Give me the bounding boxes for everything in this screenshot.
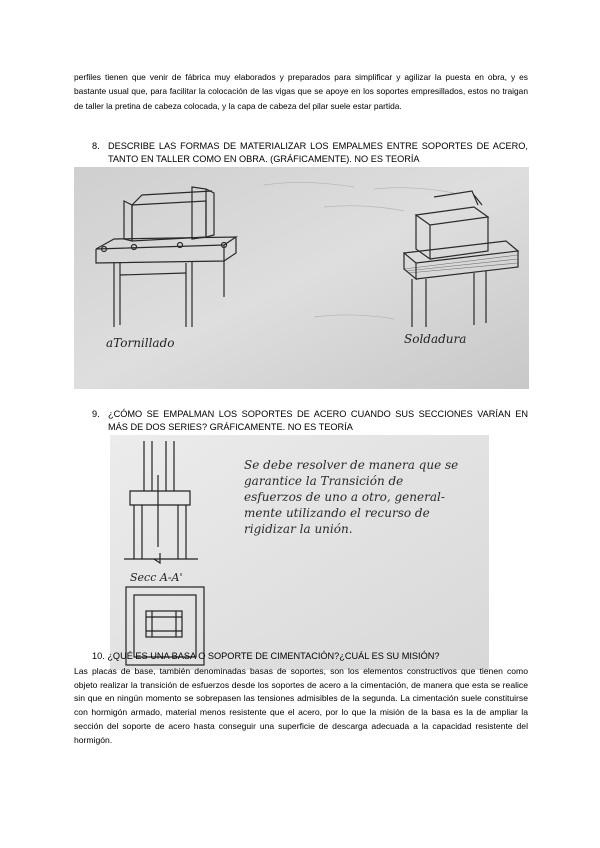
sketch-photo-section-change <box>110 435 489 670</box>
note-line: Se debe resolver de manera que se <box>244 458 459 472</box>
note-line: esfuerzos de uno a otro, general- <box>244 490 445 504</box>
question-10-answer: Las placas de base, también denominadas basas de soportes, son los elementos constructivos que tienen como objeto realizar la transición de esfuerzos desde los soportes de acero a la cimentación, de manera que esta se realice sin que en ningún momento se sobrepasen las tensiones admisibles de la segunda. La cimentación suele constituirse con hormigón armado, material menos resistente que el acero, por lo que la misión de la basa es la de ampliar la sección del soporte de acero hasta conseguir una superficie de descarga adecuada a la capacidad resistente del hormigón. <box>74 666 528 745</box>
note-line: garantice la Transición de <box>244 474 404 488</box>
question-9 <box>92 408 528 433</box>
question-text: ¿CÓMO SE EMPALMAN LOS SOPORTES DE ACERO CUANDO SUS SECCIONES VARÍAN EN MÁS DE DOS SERIES? GRÁFICAMENTE. NO ES TEORÍA <box>108 409 528 432</box>
sketch-drawing <box>74 167 529 389</box>
label-bolted: aTornillado <box>106 336 175 350</box>
note-line: mente utilizando el recurso de <box>244 506 430 520</box>
question-number: 8. <box>92 141 100 151</box>
section-label: Secc A-A' <box>130 571 183 584</box>
sketch-drawing <box>110 435 489 670</box>
sketch-photo-connections <box>74 167 529 389</box>
question-8 <box>92 140 528 165</box>
label-welded: Soldadura <box>404 332 467 346</box>
question-text: DESCRIBE LAS FORMAS DE MATERIALIZAR LOS EMPALMES ENTRE SOPORTES DE ACERO, TANTO EN TALLER COMO EN OBRA. (GRÁFICAMENTE). NO ES TEORÍA <box>108 141 528 164</box>
question-number: 9. <box>92 409 100 419</box>
note-line: rigidizar la unión. <box>244 522 353 536</box>
intro-paragraph: perfiles tienen que venir de fábrica muy elaborados y preparados para simplificar y agilizar la puesta en obra, y es bastante usual que, para facilitar la colocación de las vigas que se apoye en los soportes empresillados, estos no traigan de taller la pretina de cabeza colocada, y la capa de cabeza del pilar suele estar partida. <box>74 72 528 111</box>
question-10-heading: 10. ¿QUÉ ES UNA BASA O SOPORTE DE CIMENTACIÓN?¿CUÁL ES SU MISIÓN? <box>92 651 440 661</box>
